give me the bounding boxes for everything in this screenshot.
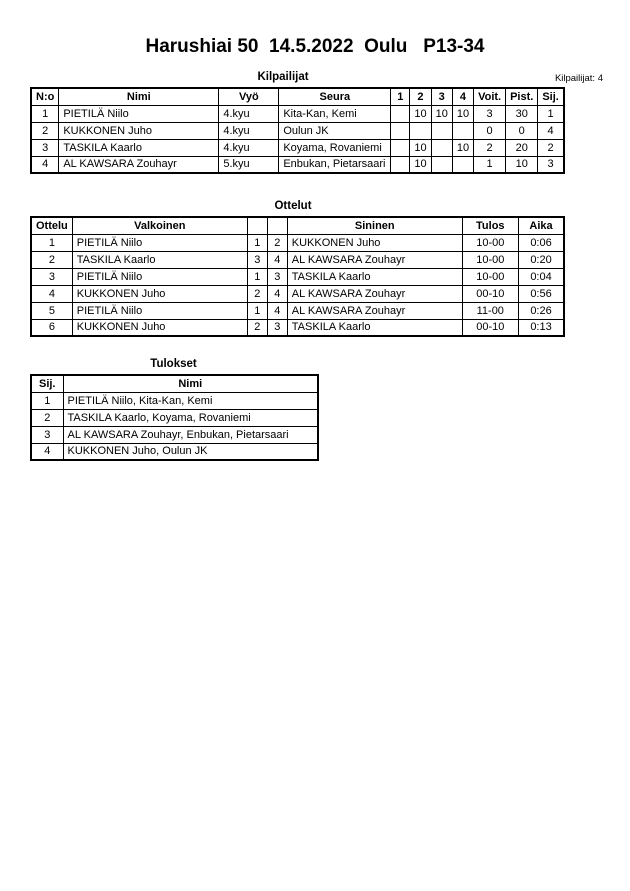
table-cell: 0 [506, 122, 538, 139]
table-cell: 2 [31, 251, 72, 268]
column-header-nimi: Nimi [63, 375, 318, 392]
table-cell: 2 [31, 409, 63, 426]
table-cell: 5.kyu [219, 156, 279, 173]
table-cell: Kita-Kan, Kemi [279, 105, 391, 122]
table-cell: 0:04 [518, 268, 564, 285]
header-row [31, 217, 564, 234]
table-cell: 10 [410, 156, 431, 173]
competitors-section-title: Kilpailijat [257, 71, 309, 83]
competitors-section-head [0, 71, 630, 83]
table-cell: 0 [474, 122, 506, 139]
table-cell: 1 [538, 105, 564, 122]
column-header-ottelu: Ottelu [31, 217, 72, 234]
column-header-aika: Aika [518, 217, 564, 234]
table-cell: PIETILÄ Niilo, Kita-Kan, Kemi [63, 392, 318, 409]
table-cell: TASKILA Kaarlo [59, 139, 219, 156]
table-cell: 3 [31, 139, 59, 156]
table-cell: 4 [267, 285, 287, 302]
table-cell: 00-10 [462, 285, 518, 302]
table-cell: 00-10 [462, 319, 518, 336]
table-cell: AL KAWSARA Zouhayr [287, 251, 462, 268]
table-cell: 3 [474, 105, 506, 122]
table-row [31, 443, 318, 460]
table-cell: 4 [31, 285, 72, 302]
table-cell: 3 [267, 268, 287, 285]
table-cell: 4.kyu [219, 105, 279, 122]
header-row [31, 88, 564, 105]
table-cell [391, 139, 410, 156]
results-table-body [31, 392, 318, 460]
competitors-count-label: Kilpailijat: 4 [554, 73, 603, 84]
column-header-sininen: Sininen [287, 217, 462, 234]
table-cell: 10 [452, 105, 473, 122]
matches-table-body [31, 234, 564, 336]
table-cell: 4.kyu [219, 139, 279, 156]
table-cell: 1 [31, 392, 63, 409]
table-cell [452, 122, 473, 139]
column-header-voit: Voit. [474, 88, 506, 105]
table-cell: AL KAWSARA Zouhayr [287, 285, 462, 302]
table-cell: KUKKONEN Juho [59, 122, 219, 139]
table-cell: AL KAWSARA Zouhayr [59, 156, 219, 173]
column-header-match1: 1 [391, 88, 410, 105]
table-cell: 2 [538, 139, 564, 156]
column-header-match2: 2 [410, 88, 431, 105]
table-cell: 5 [31, 302, 72, 319]
column-header-seura: Seura [279, 88, 391, 105]
table-cell [431, 156, 452, 173]
table-cell: 10-00 [462, 268, 518, 285]
table-cell [431, 122, 452, 139]
table-cell: TASKILA Kaarlo, Koyama, Rovaniemi [63, 409, 318, 426]
table-cell: 10 [452, 139, 473, 156]
table-cell: 10 [506, 156, 538, 173]
table-cell: PIETILÄ Niilo [72, 234, 247, 251]
table-cell: 1 [31, 105, 59, 122]
competitors-table-body [31, 105, 564, 173]
table-cell [391, 156, 410, 173]
results-table-header [31, 375, 318, 392]
column-header-nimi: Nimi [59, 88, 219, 105]
table-cell: 3 [31, 426, 63, 443]
table-cell: KUKKONEN Juho [72, 319, 247, 336]
table-cell: Koyama, Rovaniemi [279, 139, 391, 156]
column-header-pist: Pist. [506, 88, 538, 105]
page-title: Harushiai 50 14.5.2022 Oulu P13-34 [145, 36, 485, 57]
column-header-white-no [247, 217, 267, 234]
column-header-no: N:o [31, 88, 59, 105]
table-cell: 10 [431, 105, 452, 122]
column-header-vyo: Vyö [219, 88, 279, 105]
table-row [31, 268, 564, 285]
competitors-table [30, 87, 565, 174]
table-cell [410, 122, 431, 139]
table-cell: 2 [474, 139, 506, 156]
table-cell: 2 [247, 319, 267, 336]
competitors-table-header [31, 88, 564, 105]
table-row [31, 156, 564, 173]
table-row [31, 251, 564, 268]
table-cell: Oulun JK [279, 122, 391, 139]
table-cell: TASKILA Kaarlo [287, 268, 462, 285]
table-row [31, 392, 318, 409]
table-cell: 4 [31, 443, 63, 460]
column-header-sij: Sij. [31, 375, 63, 392]
table-cell: 4 [267, 302, 287, 319]
table-row [31, 139, 564, 156]
results-section-head [0, 358, 630, 370]
table-cell: 1 [247, 268, 267, 285]
table-cell: 30 [506, 105, 538, 122]
table-cell: 3 [267, 319, 287, 336]
table-cell: 10-00 [462, 234, 518, 251]
matches-section-head [0, 200, 630, 212]
header-row [31, 375, 318, 392]
table-cell: 3 [31, 268, 72, 285]
table-cell: 11-00 [462, 302, 518, 319]
table-cell: 1 [474, 156, 506, 173]
table-cell: TASKILA Kaarlo [287, 319, 462, 336]
table-cell: 10-00 [462, 251, 518, 268]
table-cell: 4 [31, 156, 59, 173]
table-cell: KUKKONEN Juho, Oulun JK [63, 443, 318, 460]
table-cell: 0:20 [518, 251, 564, 268]
table-row [31, 285, 564, 302]
table-cell: PIETILÄ Niilo [59, 105, 219, 122]
results-section-title: Tulokset [150, 358, 197, 370]
results-table [30, 374, 319, 461]
table-cell: 3 [538, 156, 564, 173]
table-cell: 0:56 [518, 285, 564, 302]
table-row [31, 302, 564, 319]
table-cell: 1 [247, 302, 267, 319]
column-header-sij: Sij. [538, 88, 564, 105]
table-cell: 4 [267, 251, 287, 268]
table-cell: KUKKONEN Juho [72, 285, 247, 302]
table-cell: Enbukan, Pietarsaari [279, 156, 391, 173]
column-header-match3: 3 [431, 88, 452, 105]
table-cell: AL KAWSARA Zouhayr [287, 302, 462, 319]
table-cell: 2 [267, 234, 287, 251]
table-cell [391, 105, 410, 122]
table-cell: 2 [247, 285, 267, 302]
table-row [31, 409, 318, 426]
table-cell: 2 [31, 122, 59, 139]
table-cell: PIETILÄ Niilo [72, 268, 247, 285]
table-cell: 4 [538, 122, 564, 139]
column-header-blue-no [267, 217, 287, 234]
table-row [31, 105, 564, 122]
table-cell: 3 [247, 251, 267, 268]
table-cell [431, 139, 452, 156]
table-cell: AL KAWSARA Zouhayr, Enbukan, Pietarsaari [63, 426, 318, 443]
table-cell: 6 [31, 319, 72, 336]
table-cell: 1 [247, 234, 267, 251]
matches-table-header [31, 217, 564, 234]
table-cell: 0:26 [518, 302, 564, 319]
table-row [31, 234, 564, 251]
matches-table [30, 216, 565, 337]
table-cell: KUKKONEN Juho [287, 234, 462, 251]
table-row [31, 426, 318, 443]
table-cell: 0:13 [518, 319, 564, 336]
table-cell: 0:06 [518, 234, 564, 251]
table-cell [452, 156, 473, 173]
table-cell: PIETILÄ Niilo [72, 302, 247, 319]
matches-section-title: Ottelut [274, 200, 312, 212]
table-cell: 10 [410, 139, 431, 156]
table-row [31, 122, 564, 139]
table-cell: 10 [410, 105, 431, 122]
table-cell: 20 [506, 139, 538, 156]
column-header-tulos: Tulos [462, 217, 518, 234]
table-cell: 4.kyu [219, 122, 279, 139]
column-header-match4: 4 [452, 88, 473, 105]
table-cell: TASKILA Kaarlo [72, 251, 247, 268]
table-cell [391, 122, 410, 139]
table-cell: 1 [31, 234, 72, 251]
column-header-valkoinen: Valkoinen [72, 217, 247, 234]
table-row [31, 319, 564, 336]
